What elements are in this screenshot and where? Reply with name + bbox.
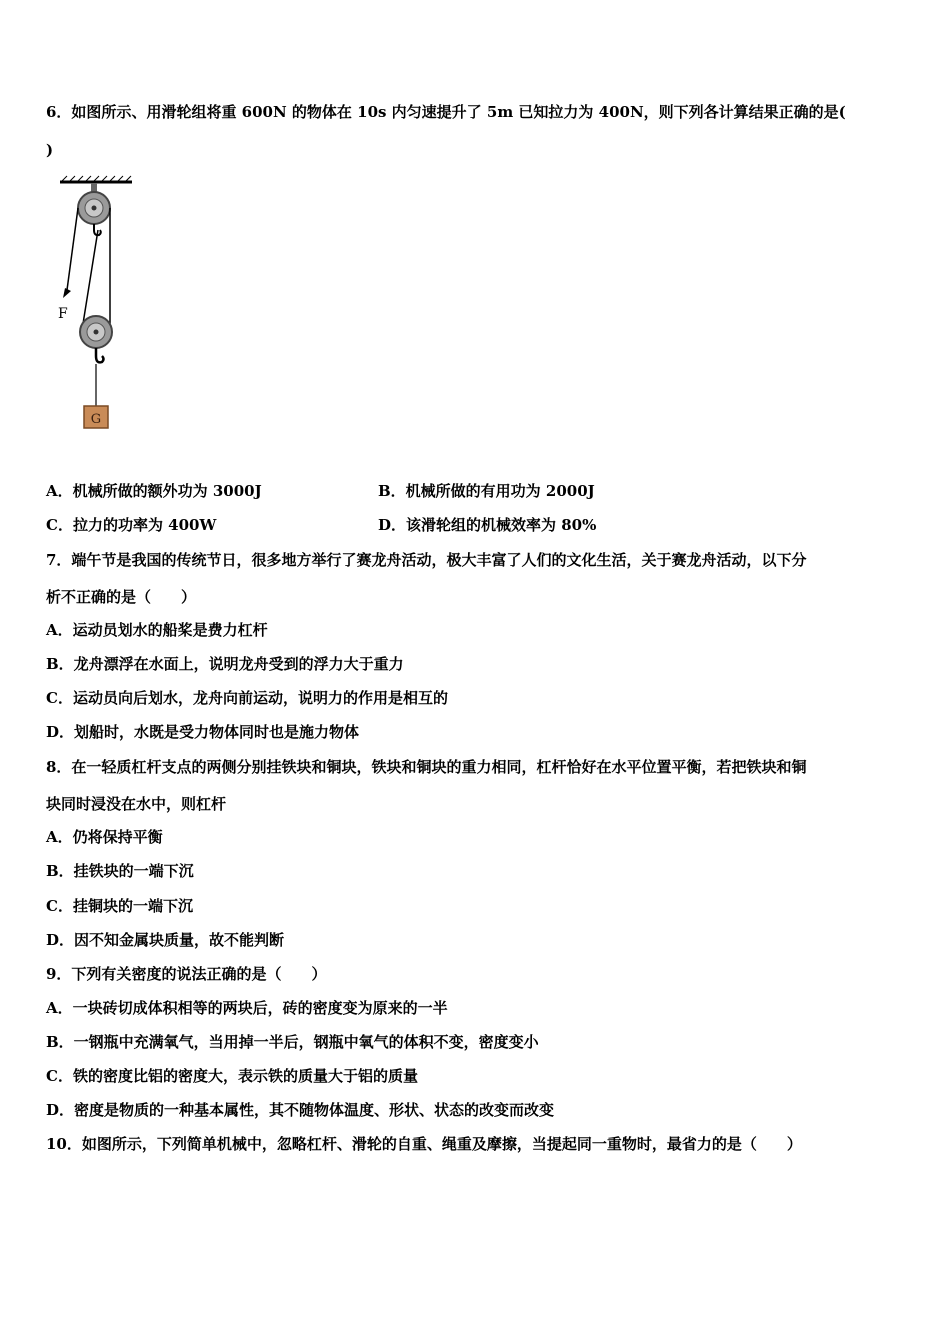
force-label: F xyxy=(58,306,68,322)
q8-stem-line1: 8．在一轻质杠杆支点的两侧分别挂铁块和铜块，铁块和铜块的重力相同，杠杆恰好在水平位置平衡，若把铁块和铜 xyxy=(46,758,807,776)
weight-label: G xyxy=(90,412,102,427)
force-arrow-head xyxy=(63,288,71,298)
q9-option-b: B．一钢瓶中充满氧气，当用掉一半后，钢瓶中氧气的体积不变，密度变小 xyxy=(46,1033,539,1051)
q6-stem-line2: ) xyxy=(46,141,54,159)
q7-option-c: C．运动员向后划水，龙舟向前运动，说明力的作用是相互的 xyxy=(46,689,448,707)
q8-option-a: A．仍将保持平衡 xyxy=(46,828,163,846)
q8-option-c: C．挂铜块的一端下沉 xyxy=(46,897,193,915)
movable-pulley-hook xyxy=(96,348,104,362)
q9-option-a: A．一块砖切成体积相等的两块后，砖的密度变为原来的一半 xyxy=(46,999,448,1017)
q9-option-c: C．铁的密度比铝的密度大，表示铁的质量大于铝的质量 xyxy=(46,1067,418,1085)
pulley-diagram xyxy=(52,170,152,440)
q7-stem-line2: 析不正确的是（ ） xyxy=(46,588,197,606)
q7-stem-line1: 7．端午节是我国的传统节日，很多地方举行了赛龙舟活动，极大丰富了人们的文化生活，关于赛龙舟活动，以下分 xyxy=(46,551,807,569)
q6-option-c: C．拉力的功率为 400W xyxy=(46,516,217,534)
q7-option-a: A．运动员划水的船桨是费力杠杆 xyxy=(46,621,268,639)
q8-option-d: D．因不知金属块质量，故不能判断 xyxy=(46,931,285,949)
q7-option-d: D．划船时，水既是受力物体同时也是施力物体 xyxy=(46,723,360,741)
q10-stem-line1: 10．如图所示，下列简单机械中，忽略杠杆、滑轮的自重、绳重及摩擦，当提起同一重物时，最省力的是（ ） xyxy=(46,1135,802,1153)
pull-rope xyxy=(67,208,78,290)
q6-option-b: B．机械所做的有用功为 2000J xyxy=(378,482,595,500)
q6-option-d: D．该滑轮组的机械效率为 80% xyxy=(378,516,597,534)
pulley-system-figure xyxy=(52,170,152,440)
q9-option-d: D．密度是物质的一种基本属性，其不随物体温度、形状、状态的改变而改变 xyxy=(46,1101,555,1119)
rope-middle xyxy=(82,230,98,330)
q8-stem-line2: 块同时浸没在水中，则杠杆 xyxy=(46,795,227,813)
q6-stem-line1: 6．如图所示、用滑轮组将重 600N 的物体在 10s 内匀速提升了 5m 已知拉力为 400N，则下列各计算结果正确的是( xyxy=(46,103,846,121)
q9-stem-line1: 9．下列有关密度的说法正确的是（ ） xyxy=(46,965,327,983)
ceiling-hatch xyxy=(62,176,131,181)
q8-option-b: B．挂铁块的一端下沉 xyxy=(46,862,194,880)
q6-option-a: A．机械所做的额外功为 3000J xyxy=(46,482,262,500)
q7-option-b: B．龙舟漂浮在水面上，说明龙舟受到的浮力大于重力 xyxy=(46,655,404,673)
